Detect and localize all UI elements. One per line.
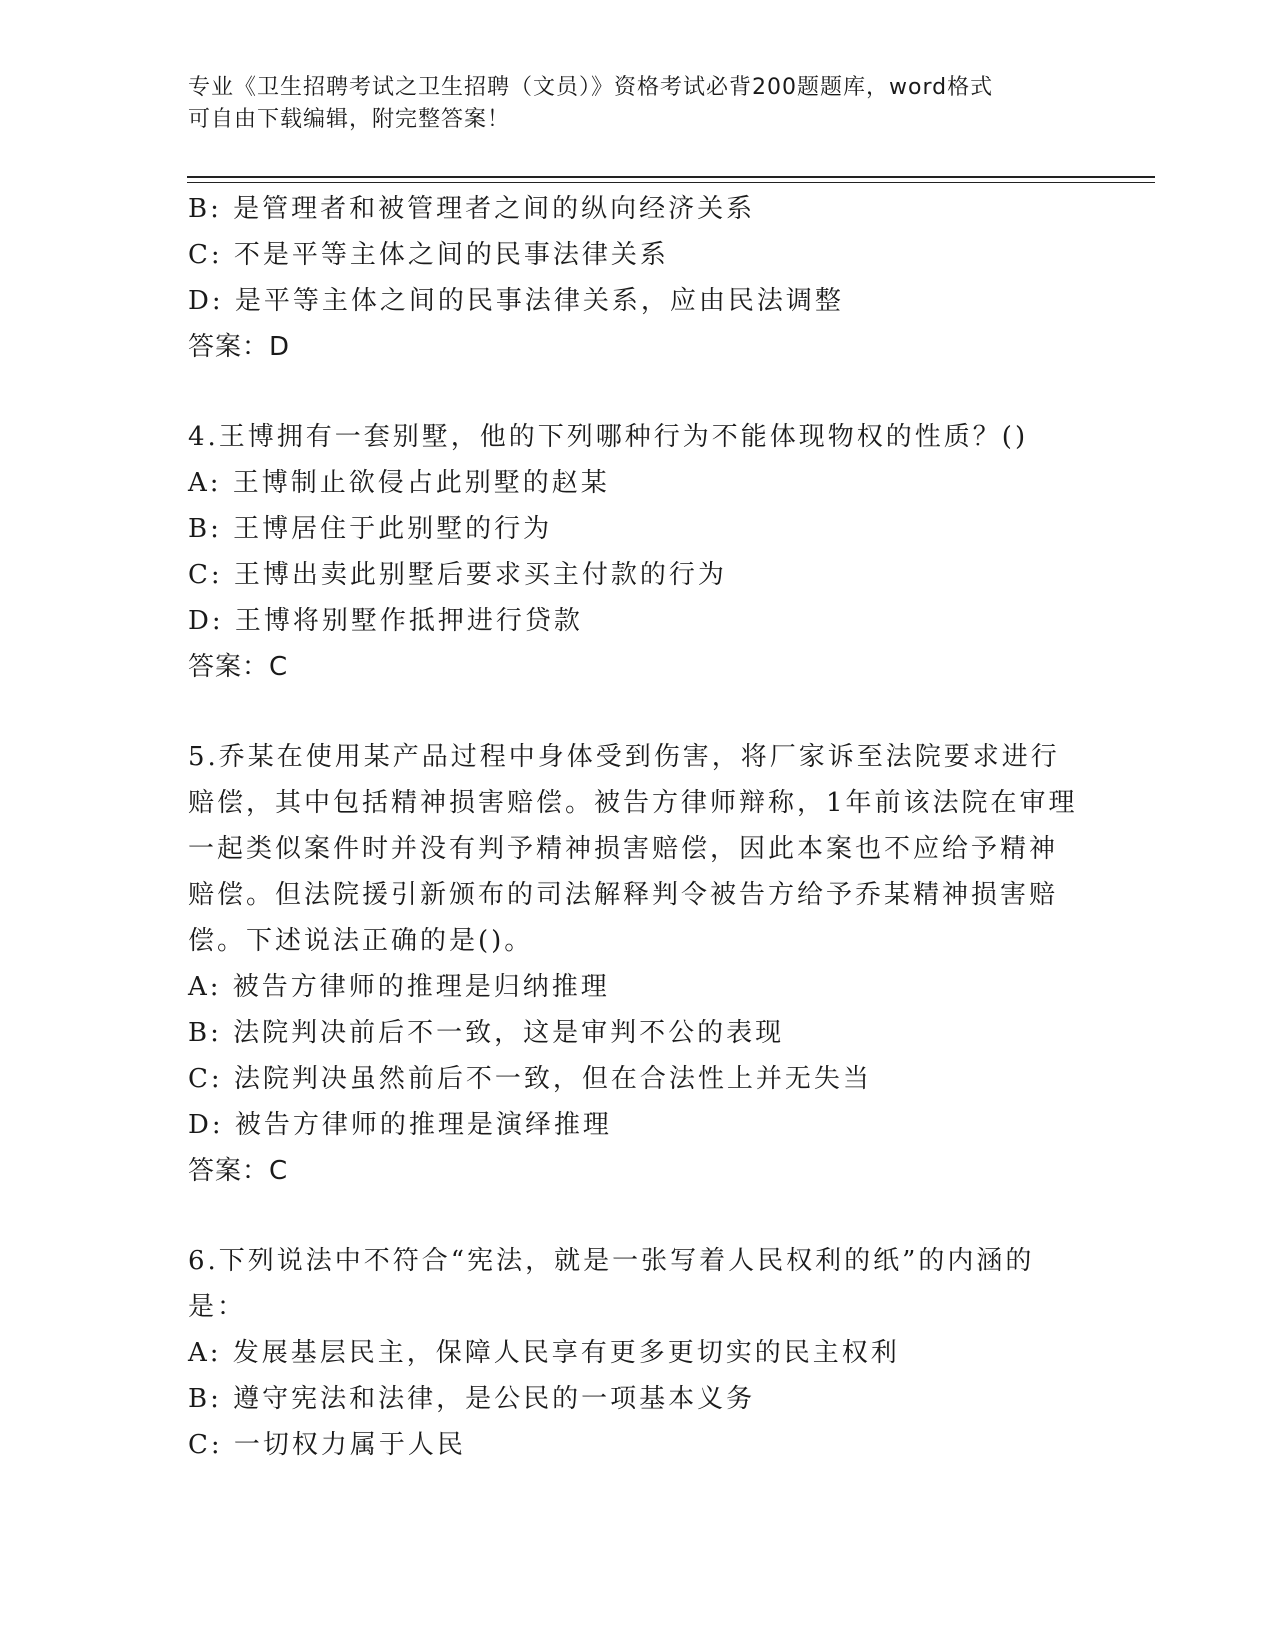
header-rule-thick — [187, 176, 1155, 178]
header-line-1: 专业《卫生招聘考试之卫生招聘（文员）》资格考试必背200题题库，word格式 — [188, 75, 994, 100]
question-6 — [188, 1238, 1088, 1468]
q3-option-b: B: 是管理者和被管理者之间的纵向经济关系 — [188, 194, 756, 224]
q4-option-a: A: 王博制止欲侵占此别墅的赵某 — [188, 468, 610, 498]
q5-answer: 答案：C — [188, 1156, 289, 1186]
header-line-2: 可自由下载编辑，附完整答案！ — [188, 107, 511, 132]
q6-question-line: 是： — [188, 1292, 247, 1322]
document-header — [188, 72, 1068, 136]
q6-option-b: B: 遵守宪法和法律，是公民的一项基本义务 — [188, 1384, 756, 1414]
q5-question-line: 一起类似案件时并没有判予精神损害赔偿，因此本案也不应给予精神 — [188, 834, 1059, 864]
q5-question-line: 赔偿，其中包括精神损害赔偿。被告方律师辩称，1年前该法院在审理 — [188, 788, 1078, 818]
q6-option-a: A: 发展基层民主，保障人民享有更多更切实的民主权利 — [188, 1338, 900, 1368]
q5-question-line: 赔偿。但法院援引新颁布的司法解释判令被告方给予乔某精神损害赔 — [188, 880, 1059, 910]
question-4 — [188, 414, 1088, 690]
question-3 — [188, 186, 1088, 370]
q5-option-b: B: 法院判决前后不一致，这是审判不公的表现 — [188, 1018, 785, 1048]
q3-answer: 答案：D — [188, 332, 291, 362]
q5-question-line: 偿。下述说法正确的是()。 — [188, 926, 534, 956]
q6-question-line: 6.下列说法中不符合“宪法，就是一张写着人民权利的纸”的内涵的 — [188, 1246, 1035, 1276]
q4-option-d: D: 王博将别墅作抵押进行贷款 — [188, 606, 583, 636]
q5-option-d: D: 被告方律师的推理是演绎推理 — [188, 1110, 612, 1140]
question-list — [188, 186, 1088, 1468]
q4-answer: 答案：C — [188, 652, 289, 682]
q5-question-line: 5.乔某在使用某产品过程中身体受到伤害，将厂家诉至法院要求进行 — [188, 742, 1060, 772]
q4-option-b: B: 王博居住于此别墅的行为 — [188, 514, 553, 544]
q6-option-c: C: 一切权力属于人民 — [188, 1430, 466, 1460]
q5-option-c: C: 法院判决虽然前后不一致，但在合法性上并无失当 — [188, 1064, 872, 1094]
q3-option-c: C: 不是平等主体之间的民事法律关系 — [188, 240, 669, 270]
q4-question: 4.王博拥有一套别墅，他的下列哪种行为不能体现物权的性质？() — [188, 422, 1029, 452]
q4-option-c: C: 王博出卖此别墅后要求买主付款的行为 — [188, 560, 727, 590]
q3-option-d: D: 是平等主体之间的民事法律关系，应由民法调整 — [188, 286, 844, 316]
q5-option-a: A: 被告方律师的推理是归纳推理 — [188, 972, 610, 1002]
header-rule-thin — [187, 182, 1155, 183]
question-5 — [188, 734, 1088, 1194]
